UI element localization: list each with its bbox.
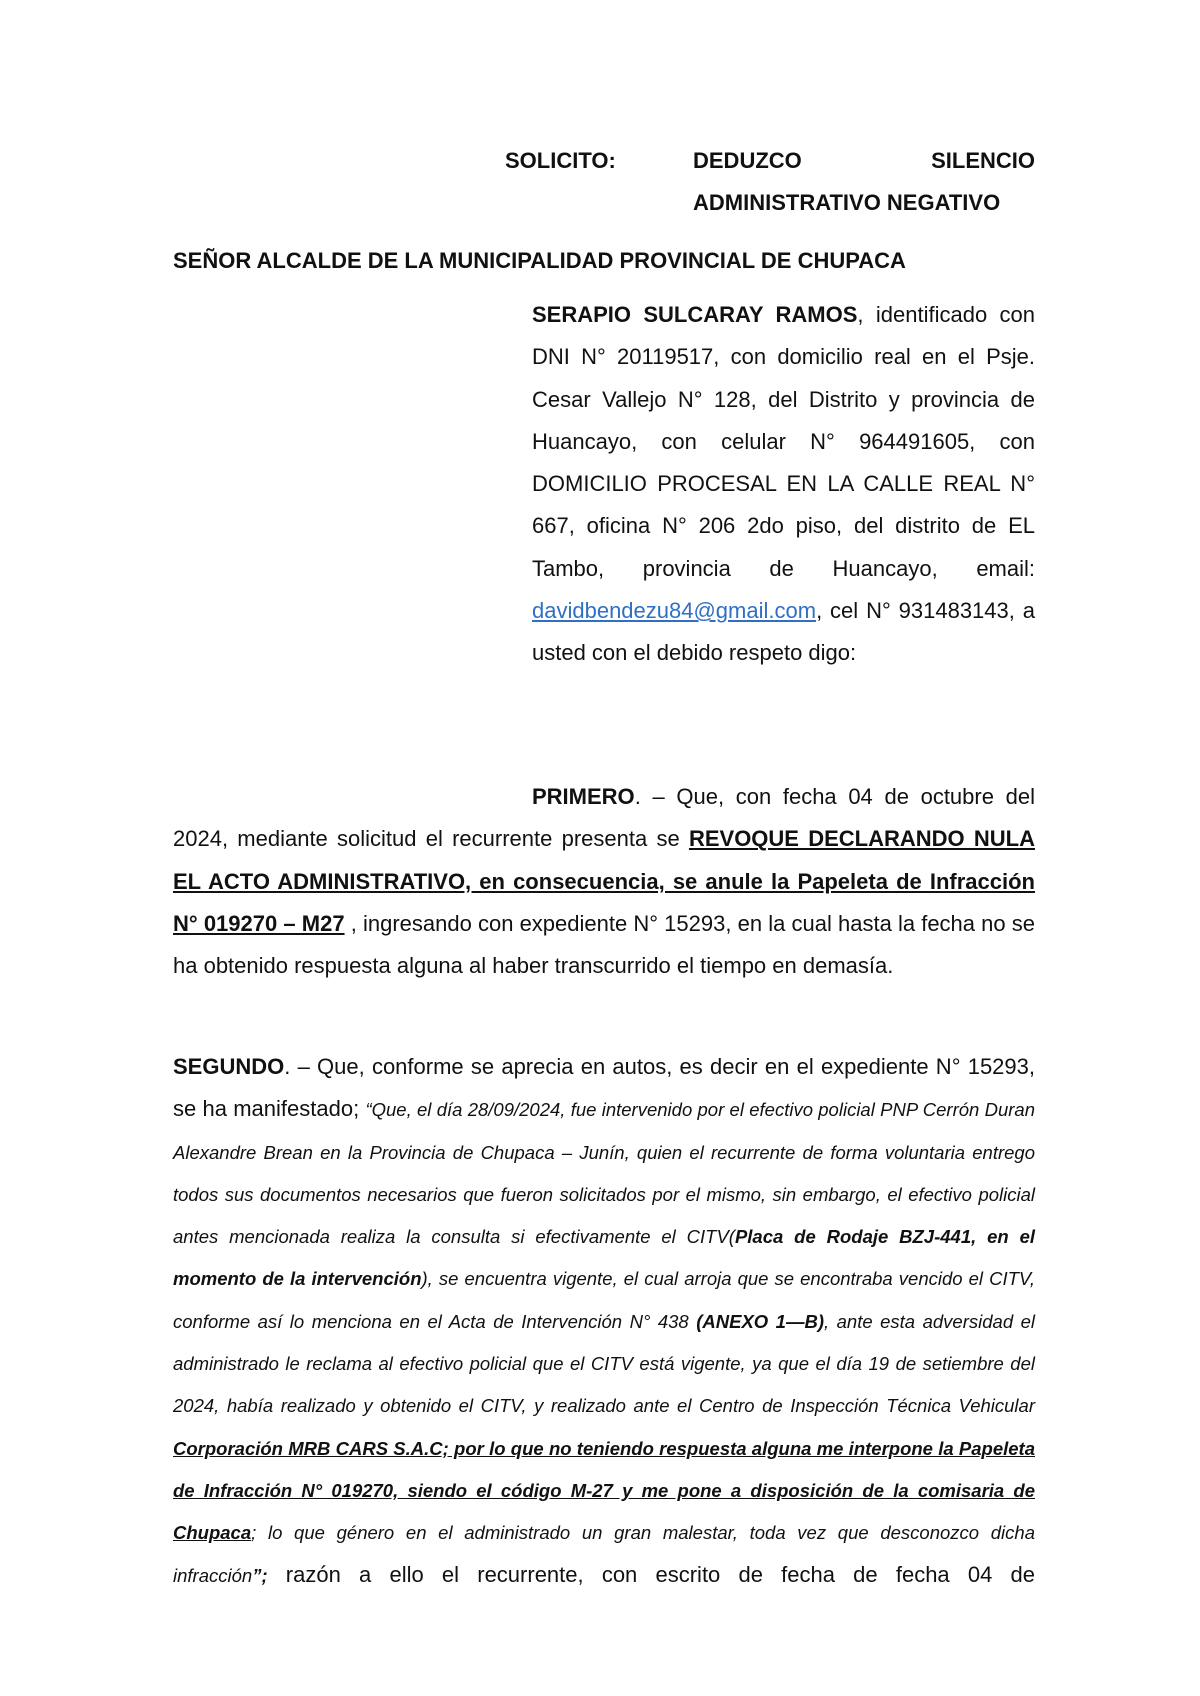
quote-bold-company: Corporación MRB CARS S.A.C; por lo que no teniendo respuesta alguna me interpone la Papeleta de Infracción N° 019270, siendo el código M-27 y me pone a disposición de la comisaria de Chupaca [173,1437,1035,1544]
segundo-quote [173,1099,1035,1585]
email-link[interactable]: davidbendezu84@gmail.com [532,598,817,624]
solicito-word-silencio: SILENCIO [931,148,1035,173]
segundo-paragraph [173,1046,1035,1596]
solicito-word-deduzco: DEDUZCO [693,148,802,173]
primero-text-2: , ingresando con expediente N° 15293, en la cual hasta la fecha no se ha obtenido respuesta alguna al haber transcurrido el tiempo en demasía. [173,910,1036,979]
addressee-heading: SEÑOR ALCALDE DE LA MUNICIPALIDAD PROVINCIAL DE CHUPACA [173,248,906,273]
petitioner-name: SERAPIO SULCARAY RAMOS [532,302,858,327]
petitioner-paragraph [532,294,1035,675]
segundo-text-1: . – Que, conforme se aprecia en autos, es decir en el expediente N° 15293, se ha manifestado; [173,1054,1035,1122]
segundo-label: SEGUNDO [173,1054,285,1079]
quote-part-2: ), se encuentra vigente, el cual arroja que se encontraba vencido el CITV, conforme así lo menciona en el Acta de Intervención N° 438 [173,1268,1036,1332]
petitioner-closing: , cel N° 931483143, a usted con el debido respeto digo: [532,598,1035,666]
quote-bold-plate: Placa de Rodaje BZJ-441, en el momento de la intervención [173,1226,1035,1290]
quote-end: ”; [252,1564,268,1586]
quote-part-1: “Que, el día 28/09/2024, fue intervenido por el efectivo policial PNP Cerrón Duran Alexandre Brean en la Provincia de Chupaca – Junín, quien el recurrente de forma voluntaria entrego todos sus documentos necesarios que fueron solicitados por el mismo, sin embargo, el efectivo policial antes mencionada realiza la consulta si efectivamente el CITV( [173,1099,1035,1248]
solicito-block [505,140,1035,224]
primero-label: PRIMERO [532,784,635,809]
solicito-line-2: ADMINISTRATIVO NEGATIVO [693,190,1001,215]
quote-part-4: ; lo que género en el administrado un gran malestar, toda vez que desconozco dicha infracción [173,1522,1035,1586]
petitioner-details: , identificado con DNI N° 20119517, con domicilio real en el Psje. Cesar Vallejo N° 128, del Distrito y provincia de Huancayo, con celular N° 964491605, con DOMICILIO PROCESAL EN LA CALLE REAL N° 667, oficina N° 206 2do piso, del distrito de EL Tambo, provincia de Huancayo, email: [532,302,1035,581]
primero-request: REVOQUE DECLARANDO NULA EL ACTO ADMINISTRATIVO, en consecuencia, se anule la Papeleta de Infracción N° 019270 – M27 [173,826,1035,936]
segundo-text-2: razón a ello el recurrente, con escrito de fecha de fecha 04 de [267,1561,1035,1587]
solicito-label: SOLICITO: [505,148,616,173]
primero-text-1: . – Que, con fecha 04 de octubre del 2024, mediante solicitud el recurrente presenta se [173,784,1035,852]
quote-bold-annex: (ANEXO 1—B) [696,1310,824,1332]
quote-part-3: , ante esta adversidad el administrado le reclama al efectivo policial que el CITV está vigente, ya que el día 19 de setiembre del 2024, había realizado y obtenido el CITV, y realizado ante el Centro de Inspección Técnica Vehicular [173,1310,1036,1417]
primero-paragraph [173,776,1035,987]
